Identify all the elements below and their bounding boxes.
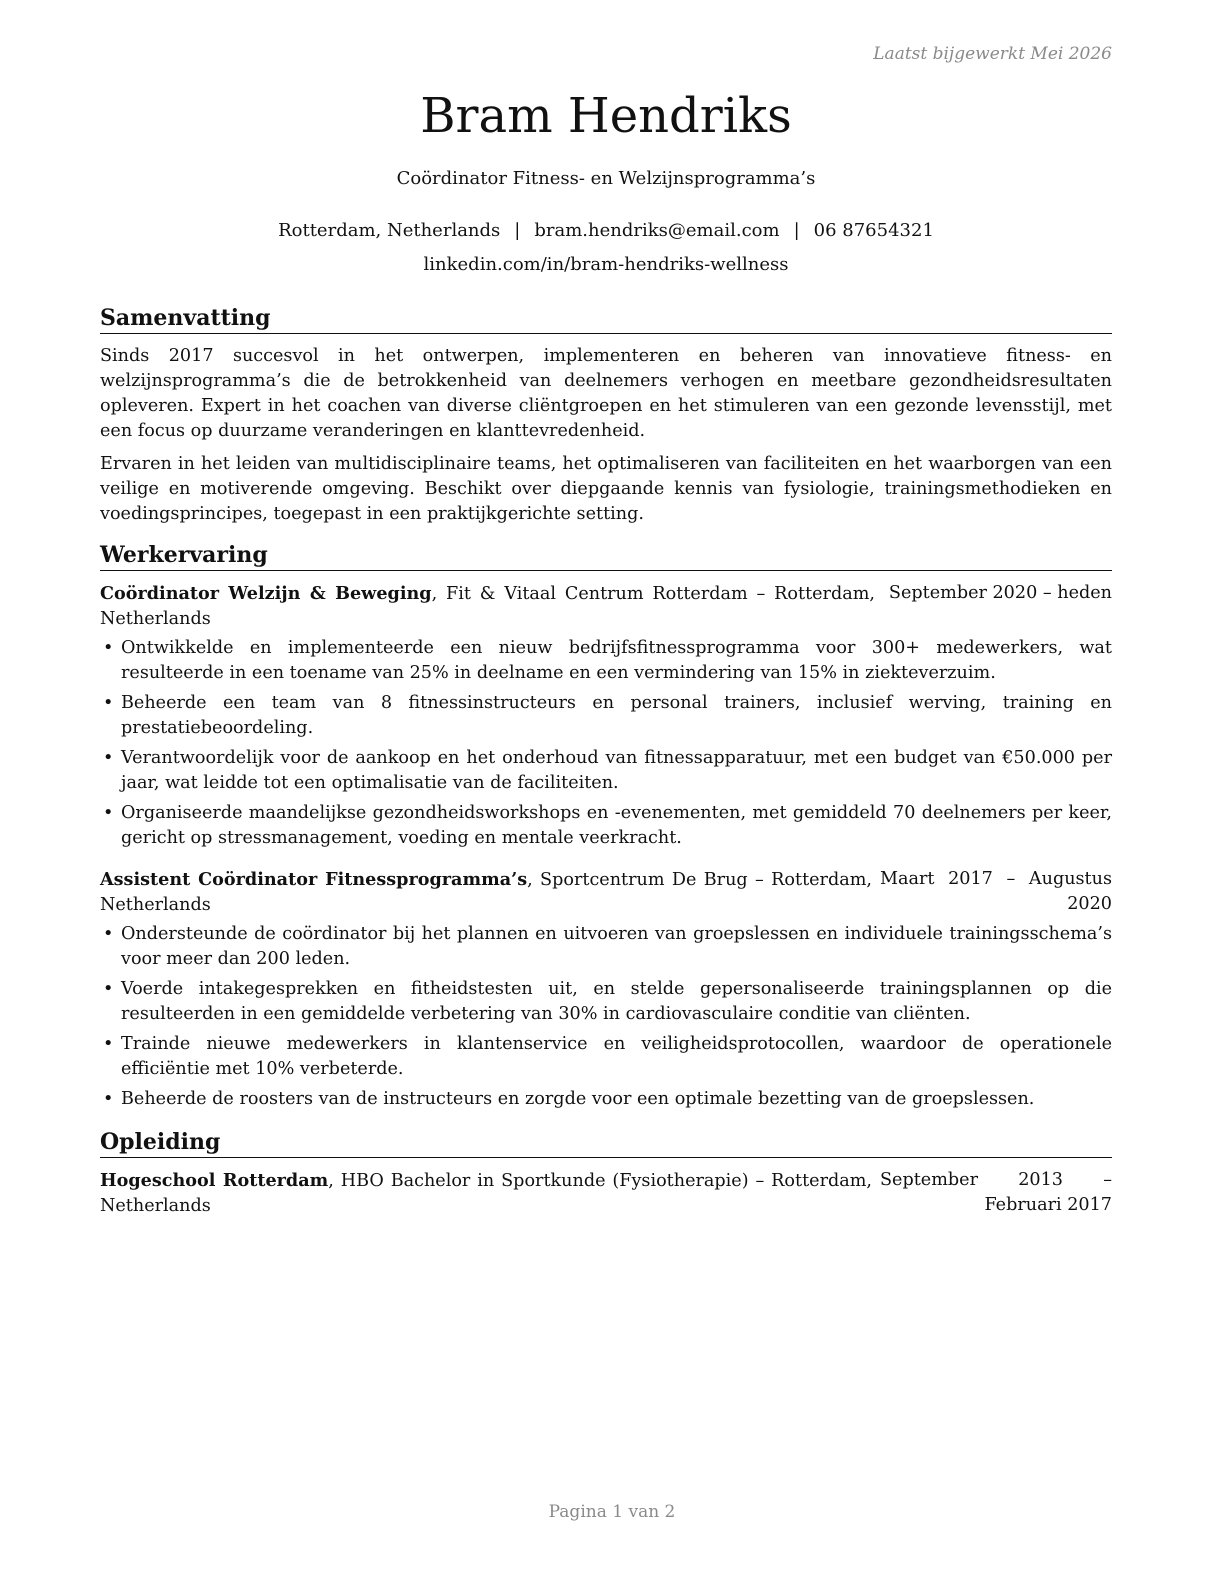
job-entry [100, 867, 1112, 1112]
degree-details: , HBO Bachelor in Sportkunde (Fysiotherapie) – Rotterdam, Netherlands [100, 1171, 873, 1216]
list-item: • Organiseerde maandelijkse gezondheidsworkshops en -evenementen, met gemiddeld 70 deelnemers per keer, gericht op stressmanagement, voeding en mentale veerkracht. [100, 801, 1112, 851]
linkedin-link[interactable]: linkedin.com/in/bram-hendriks-wellness [423, 254, 789, 275]
school-name: Hogeschool Rotterdam [100, 1170, 329, 1191]
job-header [100, 581, 1112, 632]
list-item: • Beheerde de roosters van de instructeurs en zorgde voor een optimale bezetting van de groepslessen. [100, 1087, 1112, 1112]
page-number: Pagina 1 van 2 [548, 1502, 676, 1522]
job-entry [100, 581, 1112, 851]
job-dates: Maart 2017 – Augustus 2020 [880, 869, 1112, 914]
contact-separator: | [793, 220, 800, 241]
experience-section [100, 541, 1112, 1112]
job-header [100, 867, 1112, 918]
list-item: • Ontwikkelde en implementeerde een nieuw bedrijfsfitnessprogramma voor 300+ medewerkers, wat resulteerde in een toename van 25% in deelname en een vermindering van 15% in ziekteverzuim. [100, 636, 1112, 686]
summary-section [100, 304, 1112, 527]
section-heading: Samenvatting [100, 304, 1112, 334]
job-title-line [100, 581, 875, 632]
job-role: Assistent Coördinator Fitnessprogramma’s [100, 869, 528, 890]
list-item: • Trainde nieuwe medewerkers in klantenservice en veiligheidsprotocollen, waardoor de operationele efficiëntie met 10% verbeterde. [100, 1032, 1112, 1082]
candidate-name: Bram Hendriks [420, 88, 792, 144]
list-item: • Beheerde een team van 8 fitnessinstructeurs en personal trainers, inclusief werving, training en prestatiebeoordeling. [100, 691, 1112, 741]
resume-body [100, 304, 1112, 1233]
job-employer: , Sportcentrum De Brug – Rotterdam, Netherlands [100, 870, 872, 915]
job-employer: , Fit & Vitaal Centrum Rotterdam – Rotterdam, Netherlands [100, 584, 875, 629]
section-heading: Opleiding [100, 1128, 1112, 1158]
education-section [100, 1128, 1112, 1219]
phone-number: 06 87654321 [813, 220, 934, 241]
list-item: • Ondersteunde de coördinator bij het plannen en uitvoeren van groepslessen en individuele trainingsschema’s voor meer dan 200 leden. [100, 922, 1112, 972]
education-dates: September 2013 – Februari 2017 [880, 1170, 1112, 1215]
contact-line [100, 220, 1112, 241]
education-entry [100, 1168, 1112, 1219]
contact-separator: | [514, 220, 521, 241]
education-line [100, 1168, 872, 1219]
job-role: Coördinator Welzijn & Beweging [100, 583, 432, 604]
job-bullets [100, 922, 1112, 1112]
summary-paragraph: Sinds 2017 succesvol in het ontwerpen, implementeren en beheren van innovatieve fitness- en welzijnsprogramma’s die de betrokkenheid van deelnemers verhogen en meetbare gezondheidsresultaten opleveren. Expert in het coachen van diverse cliëntgroepen en het stimuleren van een gezonde levensstijl, met een focus op duurzame veranderingen en klanttevredenheid. [100, 346, 1112, 441]
last-updated: Laatst bijgewerkt Mei 2026 [873, 44, 1112, 64]
summary-paragraph: Ervaren in het leiden van multidisciplinaire teams, het optimaliseren van faciliteiten en het waarborgen van een veilige en motiverende omgeving. Beschikt over diepgaande kennis van fysiologie, trainingsmethodieken en voedingsprincipes, toegepast in een praktijkgerichte setting. [100, 454, 1112, 524]
list-item: • Verantwoordelijk voor de aankoop en het onderhoud van fitnessapparatuur, met een budget van €50.000 per jaar, wat leidde tot een optimalisatie van de faciliteiten. [100, 746, 1112, 796]
job-title: Coördinator Fitness- en Welzijnsprogramma’s [396, 168, 816, 189]
location: Rotterdam, Netherlands [278, 220, 501, 241]
job-title-line [100, 867, 872, 918]
list-item: • Voerde intakegesprekken en fitheidstesten uit, en stelde gepersonaliseerde trainingsplannen op die resulteerden in een gemiddelde verbetering van 30% in cardiovasculaire conditie van cliënten. [100, 977, 1112, 1027]
job-dates: September 2020 – heden [888, 583, 1112, 603]
job-bullets [100, 636, 1112, 851]
email-link[interactable]: bram.hendriks@email.com [534, 220, 780, 241]
section-heading: Werkervaring [100, 541, 1112, 571]
